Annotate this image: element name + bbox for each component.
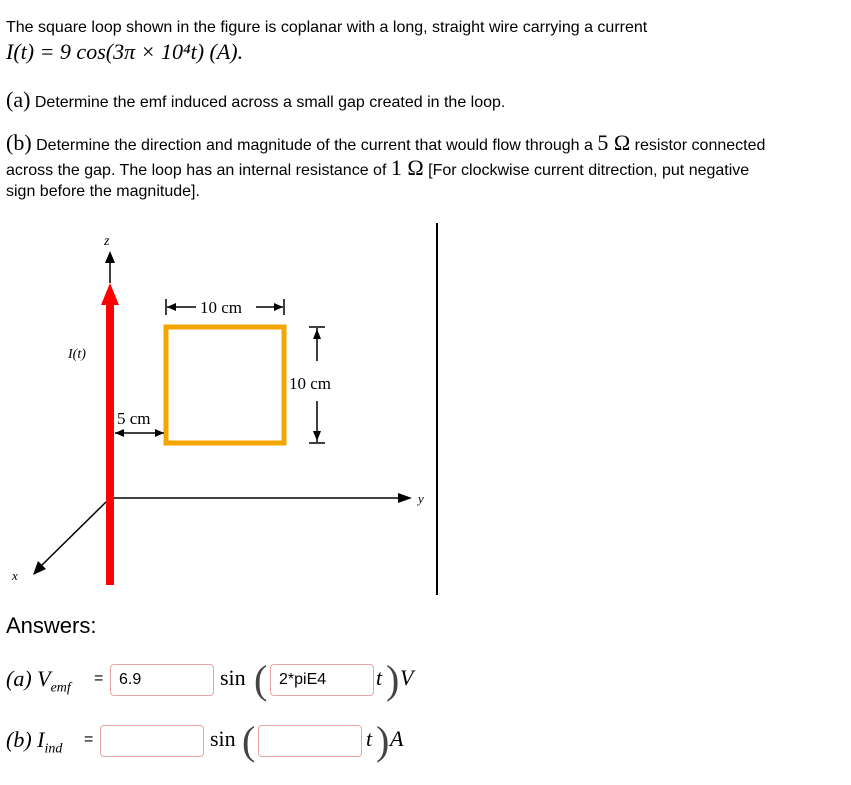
part-b-text5: sign before the magnitude]. xyxy=(6,183,200,200)
answer-b-close-paren: ) xyxy=(376,718,390,763)
answer-a-symbol: (a) V xyxy=(6,666,51,691)
side-dim-down-arrow-icon xyxy=(313,431,321,441)
answer-a-t: t xyxy=(376,665,383,690)
top-dim-left-arrow-icon xyxy=(167,303,176,311)
gap-dim-label: 5 cm xyxy=(117,409,151,428)
square-loop xyxy=(166,327,284,443)
part-b-line2 xyxy=(6,156,749,183)
z-axis-label: z xyxy=(104,234,110,249)
part-a-label: (a) xyxy=(6,87,31,112)
part-b-text4: [For clockwise current ditrection, put negative xyxy=(428,162,750,179)
figure xyxy=(0,215,460,600)
side-dim-up-arrow-icon xyxy=(313,329,321,339)
answer-row-a xyxy=(6,657,426,702)
answer-a-amplitude-input[interactable]: 6.9 xyxy=(110,664,214,696)
answer-b-unit: A xyxy=(390,726,404,751)
answer-b-amplitude-input[interactable] xyxy=(100,725,204,757)
gap-dim-right-arrow-icon xyxy=(155,429,164,437)
x-axis-label: x xyxy=(12,568,18,583)
answer-a-unit: V xyxy=(400,665,414,690)
x-axis xyxy=(40,502,106,567)
answer-b-frequency-input[interactable] xyxy=(258,725,362,757)
answer-b-symbol: (b) I xyxy=(6,727,45,752)
part-b-text1: Determine the direction and magnitude of the current that would flow through a xyxy=(36,137,593,154)
current-equation: I(t) = 9 cos(3π × 10⁴t) (A). xyxy=(6,39,244,64)
part-b-r1: 5 Ω xyxy=(597,130,631,155)
part-b-label: (b) xyxy=(6,130,32,155)
part-a xyxy=(6,88,505,115)
part-a-text: Determine the emf induced across a small gap created in the loop. xyxy=(34,94,506,111)
answer-b-open-paren: ( xyxy=(242,718,256,763)
answer-a-open-paren: ( xyxy=(254,657,268,702)
answers-heading: Answers: xyxy=(6,613,97,638)
answer-b-sin: sin xyxy=(210,726,236,751)
part-b-r2: 1 Ω xyxy=(390,155,424,180)
top-dim-label: 10 cm xyxy=(200,298,243,317)
current-label: I(t) xyxy=(68,347,86,362)
answer-a-close-paren: ) xyxy=(386,657,400,702)
y-axis-label: y xyxy=(418,491,424,506)
part-b-text3: across the gap. The loop has an internal resistance of xyxy=(6,162,387,179)
answer-b-t: t xyxy=(366,726,373,751)
answer-a-sin: sin xyxy=(220,665,246,690)
answer-b-subscript: ind xyxy=(44,741,63,757)
part-b-text2: resistor connected xyxy=(634,137,766,154)
gap-dim-left-arrow-icon xyxy=(115,429,124,437)
part-b xyxy=(6,131,846,158)
side-dim-label: 10 cm xyxy=(289,374,332,393)
current-arrow-icon xyxy=(101,283,119,305)
answer-a-frequency-input[interactable]: 2*piE4 xyxy=(270,664,374,696)
answer-a-subscript: emf xyxy=(50,680,71,696)
z-axis-arrow-icon xyxy=(105,251,115,263)
question-intro: The square loop shown in the figure is coplanar with a long, straight wire carrying a current xyxy=(6,19,648,36)
answer-row-b xyxy=(6,718,426,763)
answer-a-label xyxy=(6,666,71,696)
top-dim-right-arrow-icon xyxy=(274,303,283,311)
y-axis-arrow-icon xyxy=(398,493,412,503)
answer-b-label xyxy=(6,727,62,757)
answer-b-equals: = xyxy=(84,731,94,748)
answer-a-equals: = xyxy=(94,670,104,687)
